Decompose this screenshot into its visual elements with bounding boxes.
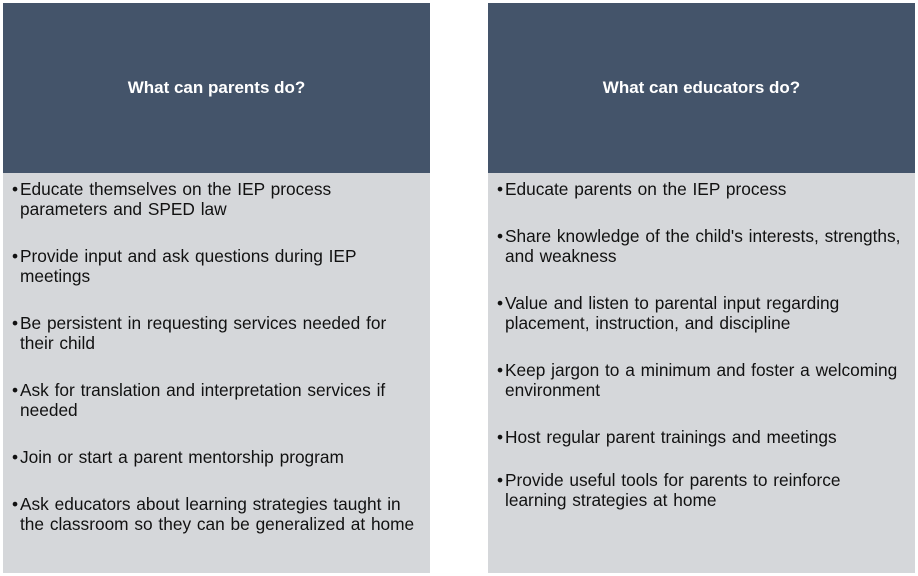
list-item: • Provide input and ask questions during IEP meetings [12, 246, 357, 286]
bullet-icon: • [12, 313, 19, 333]
parents-header [3, 3, 430, 173]
bullet-icon: • [12, 494, 19, 514]
bullet-icon: • [497, 427, 504, 447]
parents-list [3, 179, 430, 534]
list-item: • Educate themselves on the IEP process parameters and SPED law [12, 179, 332, 219]
educators-list [488, 179, 915, 510]
list-item: • Join or start a parent mentorship program [12, 447, 344, 467]
bullet-icon: • [12, 447, 19, 467]
parents-panel [3, 3, 430, 573]
bullet-icon: • [497, 226, 504, 246]
bullet-icon: • [12, 246, 19, 266]
bullet-icon: • [12, 179, 19, 199]
parents-body [3, 173, 430, 573]
educators-panel [488, 3, 915, 573]
educators-body [488, 173, 915, 573]
list-item: • Host regular parent trainings and meetings [497, 427, 837, 447]
bullet-icon: • [497, 293, 504, 313]
list-item: • Keep jargon to a minimum and foster a welcoming environment [497, 360, 898, 400]
bullet-icon: • [497, 179, 504, 199]
bullet-icon: • [12, 380, 19, 400]
bullet-icon: • [497, 360, 504, 380]
list-item: • Ask educators about learning strategies taught in the classroom so they can be generalized at home [12, 494, 415, 534]
list-item: • Be persistent in requesting services needed for their child [12, 313, 387, 353]
list-item: • Provide useful tools for parents to reinforce learning strategies at home [497, 470, 841, 510]
list-item: • Share knowledge of the child's interests, strengths, and weakness [497, 226, 901, 266]
list-item: • Value and listen to parental input regarding placement, instruction, and discipline [497, 293, 840, 333]
educators-header [488, 3, 915, 173]
educators-title: What can educators do? [602, 78, 801, 97]
parents-title: What can parents do? [127, 78, 306, 97]
list-item: • Educate parents on the IEP process [497, 179, 787, 199]
list-item: • Ask for translation and interpretation services if needed [12, 380, 386, 420]
bullet-icon: • [497, 470, 504, 490]
